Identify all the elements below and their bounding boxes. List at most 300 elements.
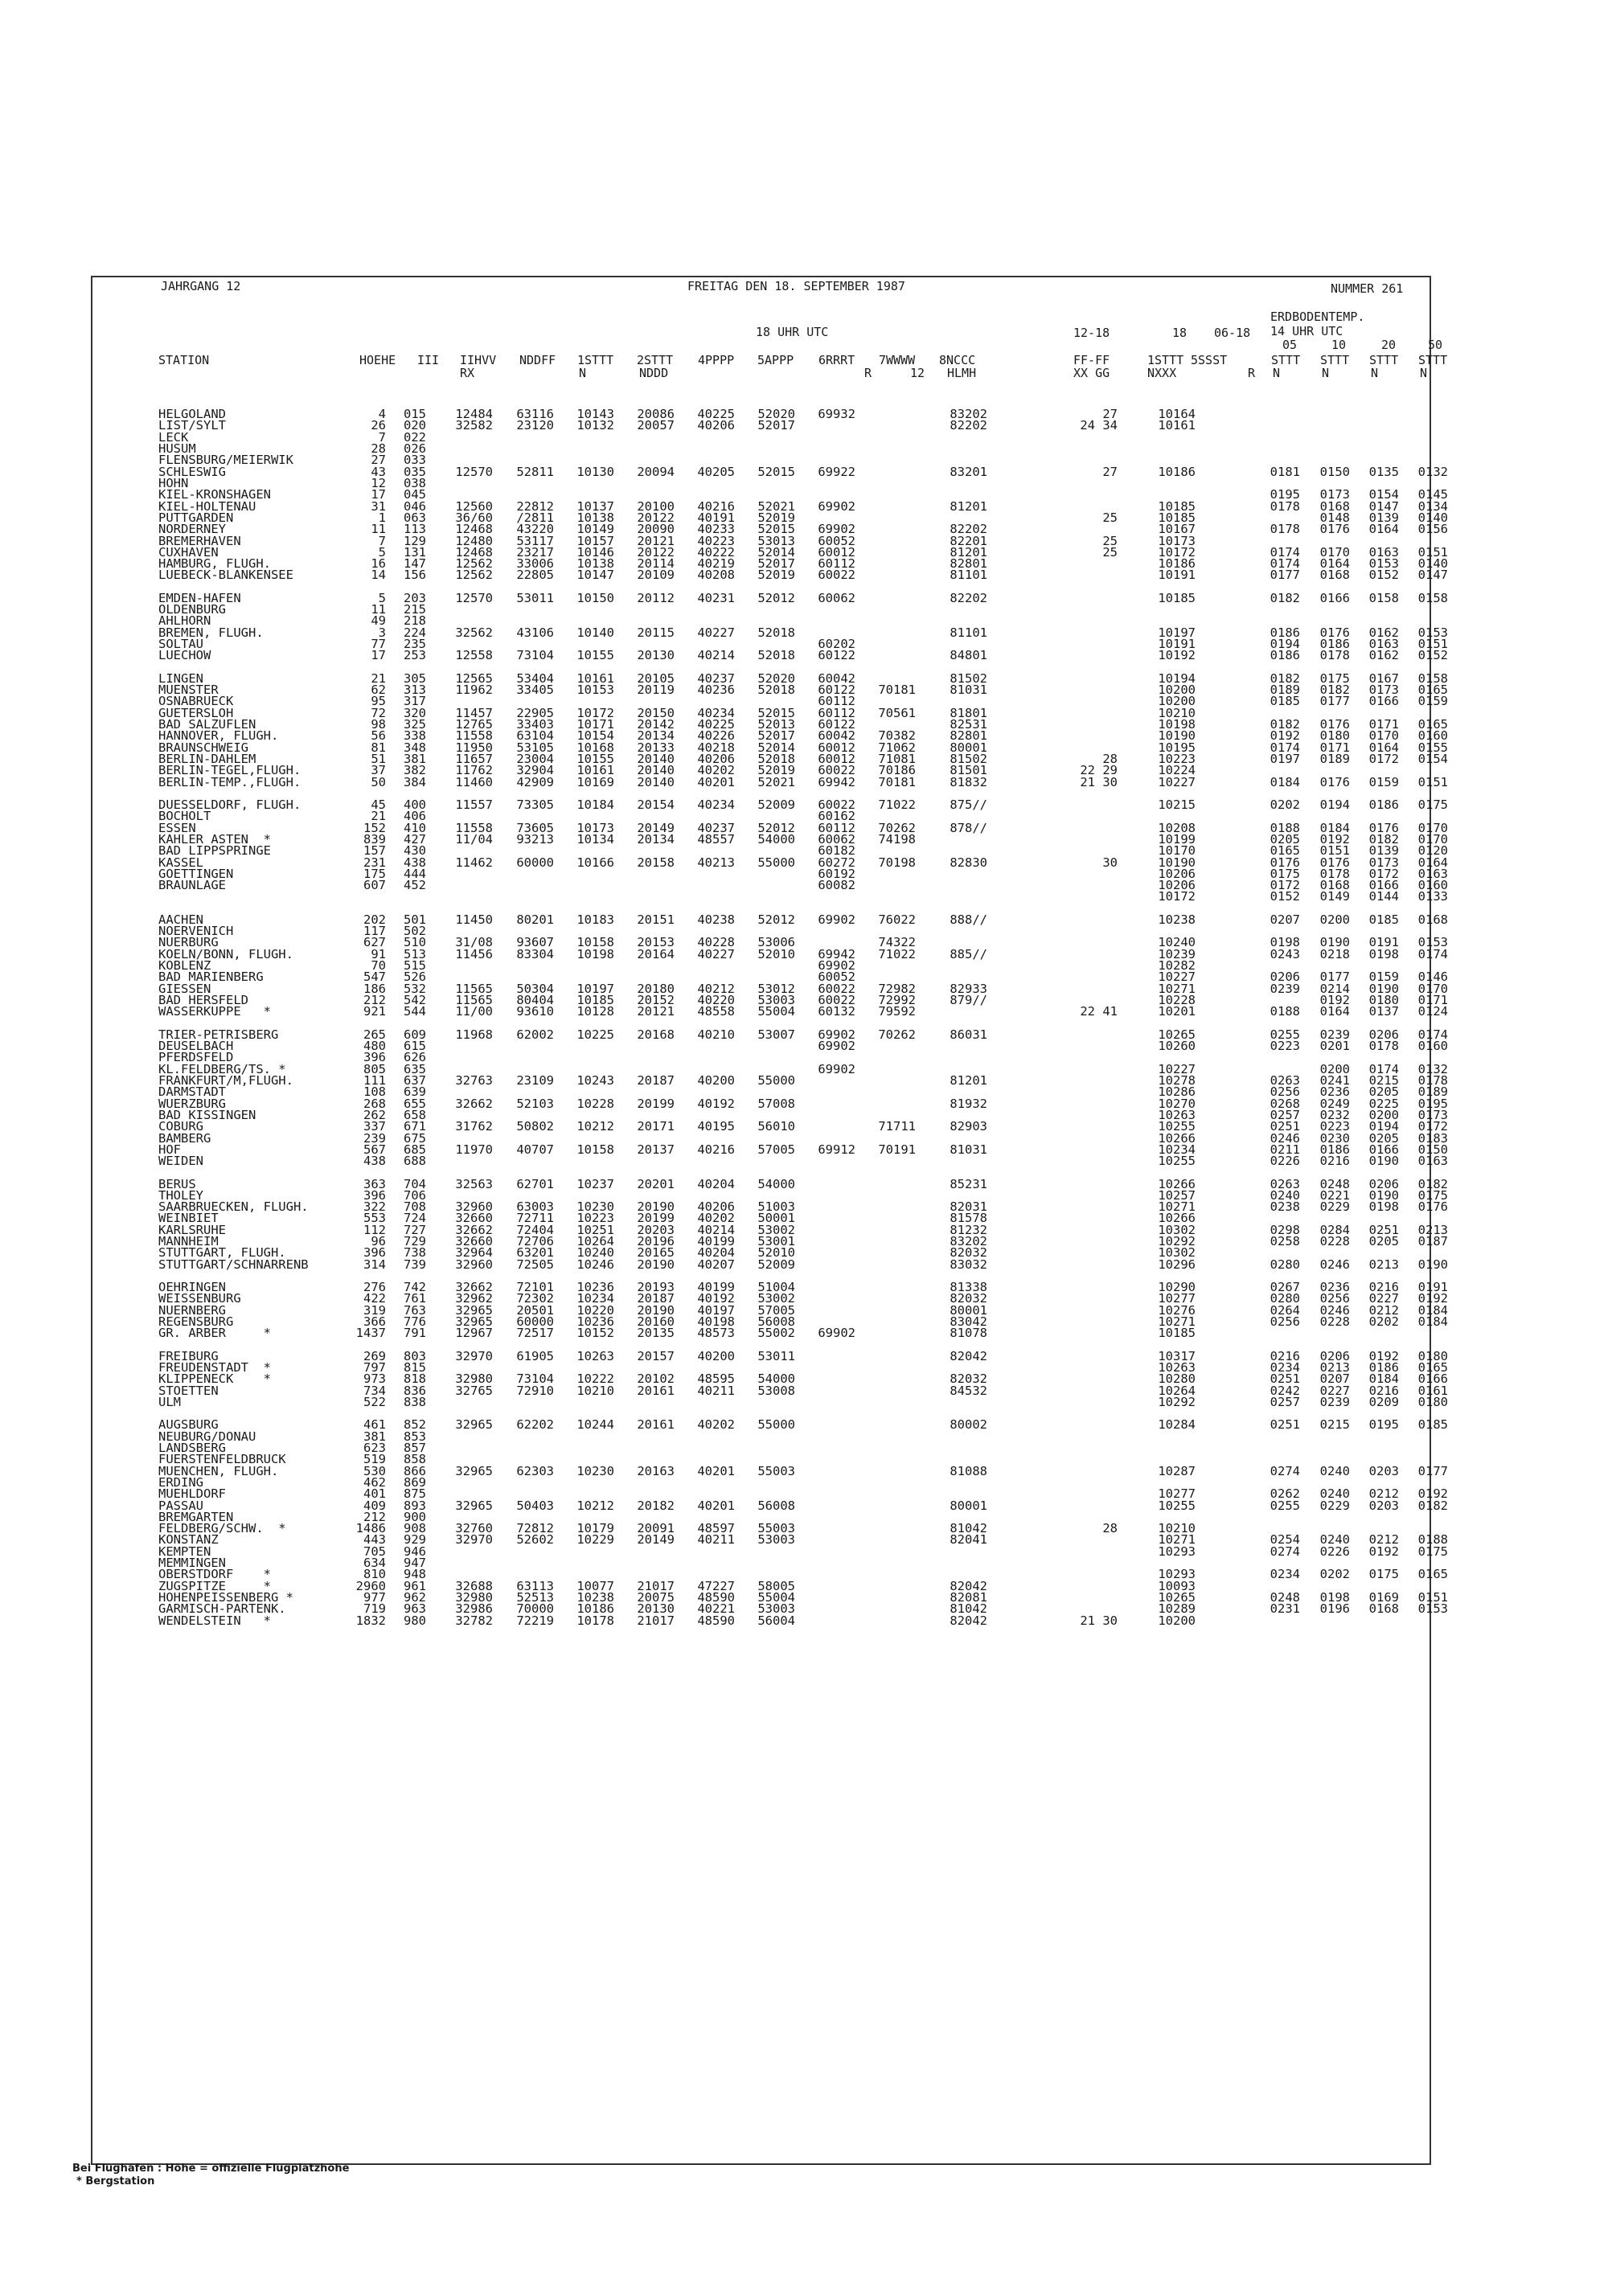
table-cell: 53117 bbox=[516, 533, 554, 548]
table-cell: 20149 bbox=[637, 820, 675, 835]
table-cell: 0192 bbox=[1417, 1486, 1448, 1502]
table-cell: 724 bbox=[404, 1211, 426, 1226]
table-cell: 20165 bbox=[637, 1245, 675, 1261]
table-cell: 11968 bbox=[455, 1027, 493, 1042]
table-cell: 10208 bbox=[1158, 820, 1196, 835]
table-cell: 0139 bbox=[1368, 843, 1399, 859]
table-cell: 727 bbox=[404, 1222, 426, 1237]
station-name: FRANKFURT/M,FLUGH. bbox=[158, 1072, 293, 1088]
table-cell: 0225 bbox=[1368, 1096, 1399, 1111]
table-cell: 0186 bbox=[1319, 637, 1350, 652]
table-cell: 10244 bbox=[576, 1417, 614, 1433]
table-cell: 31 bbox=[371, 498, 386, 514]
table-cell: 40227 bbox=[697, 625, 735, 640]
table-cell: 10263 bbox=[576, 1348, 614, 1363]
table-cell: 53012 bbox=[757, 981, 795, 996]
table-cell: 53404 bbox=[516, 670, 554, 686]
table-cell: 705 bbox=[363, 1544, 386, 1559]
table-cell: 40227 bbox=[697, 946, 735, 961]
table-cell: 0189 bbox=[1417, 1084, 1448, 1100]
table-cell: 40219 bbox=[697, 556, 735, 572]
table-cell: 81031 bbox=[950, 683, 987, 698]
table-cell: 410 bbox=[404, 820, 426, 835]
table-cell: 40212 bbox=[697, 981, 735, 996]
table-cell: 10236 bbox=[576, 1280, 614, 1295]
table-cell: 0194 bbox=[1368, 1119, 1399, 1134]
table-cell: 60122 bbox=[818, 717, 855, 732]
table-cell: 33405 bbox=[516, 683, 554, 698]
table-cell: 40211 bbox=[697, 1383, 735, 1398]
table-cell: 0185 bbox=[1417, 1417, 1448, 1433]
table-cell: 438 bbox=[363, 1154, 386, 1169]
table-cell: 10264 bbox=[576, 1234, 614, 1249]
table-cell: 20190 bbox=[637, 1199, 675, 1215]
col-iihvv-sub: RX bbox=[460, 366, 475, 380]
table-cell: 0170 bbox=[1368, 728, 1399, 744]
table-cell: 11/00 bbox=[455, 1004, 493, 1019]
table-cell: 156 bbox=[404, 568, 426, 583]
table-cell: 55004 bbox=[757, 1004, 795, 1019]
table-cell: 72982 bbox=[878, 981, 916, 996]
table-cell: 83042 bbox=[950, 1314, 987, 1330]
table-cell: 0163 bbox=[1417, 866, 1448, 881]
table-cell: 0153 bbox=[1417, 1601, 1448, 1617]
station-name: MUENCHEN, FLUGH. bbox=[158, 1463, 279, 1478]
table-cell: 10206 bbox=[1158, 866, 1196, 881]
table-cell: 836 bbox=[404, 1383, 426, 1398]
table-cell: 60022 bbox=[818, 981, 855, 996]
col-stt-10-sub: N bbox=[1322, 366, 1330, 380]
table-cell: 0274 bbox=[1270, 1463, 1300, 1478]
table-cell: 20140 bbox=[637, 763, 675, 778]
table-cell: 74322 bbox=[878, 935, 916, 950]
table-cell: 20134 bbox=[637, 728, 675, 744]
table-cell: 0166 bbox=[1368, 878, 1399, 893]
table-cell: 0195 bbox=[1417, 1096, 1448, 1111]
table-cell: 401 bbox=[363, 1486, 386, 1502]
table-cell: 553 bbox=[363, 1211, 386, 1226]
table-cell: 0203 bbox=[1368, 1498, 1399, 1513]
station-name: CUXHAVEN bbox=[158, 544, 219, 560]
table-cell: 265 bbox=[363, 1027, 386, 1042]
table-cell: 10228 bbox=[1158, 993, 1196, 1008]
table-cell: 81042 bbox=[950, 1601, 987, 1617]
table-cell: 10191 bbox=[1158, 568, 1196, 583]
table-cell: 0139 bbox=[1368, 510, 1399, 525]
table-cell: 0223 bbox=[1270, 1039, 1300, 1053]
table-cell: 82031 bbox=[950, 1199, 987, 1215]
col-stt-05-sub: N bbox=[1273, 366, 1281, 380]
table-cell: 69902 bbox=[818, 1061, 855, 1076]
table-cell: 685 bbox=[404, 1142, 426, 1157]
table-cell: 0205 bbox=[1368, 1084, 1399, 1100]
table-cell: 0192 bbox=[1319, 831, 1350, 847]
table-cell: 12 bbox=[371, 475, 386, 490]
table-cell: 0174 bbox=[1270, 544, 1300, 560]
table-cell: 963 bbox=[404, 1601, 426, 1617]
table-cell: 70 bbox=[371, 958, 386, 974]
table-cell: 0178 bbox=[1319, 866, 1350, 881]
table-cell: 20171 bbox=[637, 1119, 675, 1134]
table-cell: 43 bbox=[371, 464, 386, 479]
table-cell: 11950 bbox=[455, 740, 493, 755]
table-cell: 10229 bbox=[576, 1532, 614, 1548]
table-cell: 776 bbox=[404, 1314, 426, 1330]
period-12-18: 12-18 bbox=[1073, 326, 1110, 340]
table-cell: 10246 bbox=[576, 1257, 614, 1272]
table-cell: 0198 bbox=[1319, 1590, 1350, 1605]
station-name: ERDING bbox=[158, 1474, 203, 1490]
table-cell: 16 bbox=[371, 556, 386, 572]
table-cell: 10138 bbox=[576, 510, 614, 525]
table-cell: 60022 bbox=[818, 568, 855, 583]
table-cell: 20057 bbox=[637, 418, 675, 433]
table-cell: 20161 bbox=[637, 1383, 675, 1398]
station-name: KEMPTEN bbox=[158, 1544, 211, 1559]
table-cell: 0182 bbox=[1368, 831, 1399, 847]
table-cell: 82801 bbox=[950, 728, 987, 744]
col-nddff: NDDFF bbox=[519, 353, 556, 367]
table-cell: 42909 bbox=[516, 774, 554, 789]
table-cell: 10230 bbox=[576, 1463, 614, 1478]
table-cell: 526 bbox=[404, 970, 426, 985]
table-cell: 80001 bbox=[950, 1302, 987, 1318]
table-cell: 0213 bbox=[1319, 1360, 1350, 1375]
table-cell: 62701 bbox=[516, 1176, 554, 1191]
table-cell: 045 bbox=[404, 487, 426, 502]
table-cell: 11762 bbox=[455, 763, 493, 778]
table-cell: 53008 bbox=[757, 1383, 795, 1398]
station-name: ESSEN bbox=[158, 820, 196, 835]
table-cell: 0175 bbox=[1319, 670, 1350, 686]
table-cell: 56008 bbox=[757, 1314, 795, 1330]
table-cell: 0192 bbox=[1368, 1544, 1399, 1559]
table-cell: 522 bbox=[363, 1394, 386, 1409]
station-name: KOELN/BONN, FLUGH. bbox=[158, 946, 293, 961]
table-cell: 10271 bbox=[1158, 1314, 1196, 1330]
table-cell: 0214 bbox=[1319, 981, 1350, 996]
table-cell: 878// bbox=[950, 820, 987, 835]
table-cell: 52513 bbox=[516, 1590, 554, 1605]
table-cell: 82041 bbox=[950, 1532, 987, 1548]
table-cell: 10278 bbox=[1158, 1072, 1196, 1088]
table-cell: 063 bbox=[404, 510, 426, 525]
table-cell: 56010 bbox=[757, 1119, 795, 1134]
table-cell: 0194 bbox=[1319, 797, 1350, 812]
table-cell: 675 bbox=[404, 1130, 426, 1146]
footnote-airports: Bei Flughäfen : Höhe = offizielle Flugplatzhöhe bbox=[72, 2163, 350, 2175]
table-cell: 0165 bbox=[1270, 843, 1300, 859]
table-cell: 63104 bbox=[516, 728, 554, 744]
table-cell: 40236 bbox=[697, 683, 735, 698]
table-cell: 81088 bbox=[950, 1463, 987, 1478]
table-cell: 52019 bbox=[757, 510, 795, 525]
table-cell: 40233 bbox=[697, 522, 735, 537]
table-cell: 70181 bbox=[878, 774, 916, 789]
table-cell: 0207 bbox=[1319, 1371, 1350, 1387]
table-cell: 0223 bbox=[1319, 1119, 1350, 1134]
table-cell: 0186 bbox=[1368, 797, 1399, 812]
table-cell: 40216 bbox=[697, 498, 735, 514]
table-cell: 443 bbox=[363, 1532, 386, 1548]
table-cell: 10234 bbox=[1158, 1142, 1196, 1157]
table-cell: 0137 bbox=[1368, 1004, 1399, 1019]
table-cell: 20154 bbox=[637, 797, 675, 812]
table-cell: 62202 bbox=[516, 1417, 554, 1433]
table-cell: 0172 bbox=[1417, 1119, 1448, 1134]
table-cell: 0160 bbox=[1417, 878, 1448, 893]
table-cell: 0148 bbox=[1319, 510, 1350, 525]
table-cell: 0202 bbox=[1319, 1567, 1350, 1582]
table-cell: 0213 bbox=[1368, 1257, 1399, 1272]
table-cell: 84801 bbox=[950, 648, 987, 663]
table-cell: 0249 bbox=[1319, 1096, 1350, 1111]
table-cell: 73104 bbox=[516, 1371, 554, 1387]
table-cell: 83032 bbox=[950, 1257, 987, 1272]
table-cell: 11/04 bbox=[455, 831, 493, 847]
table-cell: 60112 bbox=[818, 556, 855, 572]
table-cell: 12967 bbox=[455, 1326, 493, 1341]
table-cell: 10093 bbox=[1158, 1578, 1196, 1593]
table-cell: 10186 bbox=[1158, 556, 1196, 572]
table-cell: 0184 bbox=[1270, 774, 1300, 789]
table-cell: 40237 bbox=[697, 670, 735, 686]
table-cell: 10200 bbox=[1158, 694, 1196, 709]
table-cell: 0184 bbox=[1417, 1314, 1448, 1330]
table-cell: 50802 bbox=[516, 1119, 554, 1134]
table-cell: 14 bbox=[371, 568, 386, 583]
station-name: BERUS bbox=[158, 1176, 196, 1191]
table-cell: 0177 bbox=[1417, 1463, 1448, 1478]
table-cell: 0151 bbox=[1417, 637, 1448, 652]
station-name: AHLHORN bbox=[158, 613, 211, 629]
table-cell: 40191 bbox=[697, 510, 735, 525]
table-cell: 519 bbox=[363, 1452, 386, 1467]
table-cell: 10178 bbox=[576, 1613, 614, 1628]
station-name: LECK bbox=[158, 429, 189, 445]
table-cell: 10161 bbox=[1158, 418, 1196, 433]
table-cell: 40214 bbox=[697, 648, 735, 663]
station-name: TRIER-PETRISBERG bbox=[158, 1027, 279, 1042]
table-cell: 27 bbox=[1102, 407, 1118, 421]
table-cell: 57005 bbox=[757, 1142, 795, 1157]
table-cell: 0172 bbox=[1368, 866, 1399, 881]
table-cell: 32965 bbox=[455, 1498, 493, 1513]
station-name: GR. ARBER * bbox=[158, 1326, 271, 1341]
table-cell: 83202 bbox=[950, 1234, 987, 1249]
table-cell: 929 bbox=[404, 1532, 426, 1548]
table-cell: 10251 bbox=[576, 1222, 614, 1237]
table-cell: 0200 bbox=[1319, 1061, 1350, 1076]
table-cell: 231 bbox=[363, 855, 386, 870]
table-cell: 818 bbox=[404, 1371, 426, 1387]
table-cell: 0135 bbox=[1368, 464, 1399, 479]
table-cell: 20122 bbox=[637, 544, 675, 560]
table-cell: 0164 bbox=[1319, 1004, 1350, 1019]
table-cell: 0164 bbox=[1368, 522, 1399, 537]
table-cell: 0175 bbox=[1417, 797, 1448, 812]
table-cell: 40201 bbox=[697, 1463, 735, 1478]
table-cell: 20094 bbox=[637, 464, 675, 479]
table-cell: 69902 bbox=[818, 498, 855, 514]
station-name: BREMERHAVEN bbox=[158, 533, 241, 548]
table-cell: 0134 bbox=[1417, 498, 1448, 514]
table-cell: 40238 bbox=[697, 912, 735, 927]
table-cell: 20158 bbox=[637, 855, 675, 870]
table-cell: 542 bbox=[404, 993, 426, 1008]
station-name: AACHEN bbox=[158, 912, 203, 927]
table-cell: 10185 bbox=[1158, 590, 1196, 605]
table-cell: 55003 bbox=[757, 1521, 795, 1536]
table-cell: 0140 bbox=[1417, 510, 1448, 525]
table-cell: 40202 bbox=[697, 1417, 735, 1433]
table-cell: 0216 bbox=[1368, 1383, 1399, 1398]
table-cell: 0248 bbox=[1319, 1176, 1350, 1191]
table-cell: 81932 bbox=[950, 1096, 987, 1111]
table-cell: 0234 bbox=[1270, 1360, 1300, 1375]
soil-depth-20: 20 bbox=[1381, 338, 1397, 352]
table-cell: 56008 bbox=[757, 1498, 795, 1513]
table-cell: 10185 bbox=[576, 993, 614, 1008]
table-cell: 0201 bbox=[1319, 1039, 1350, 1053]
station-name: PFERDSFELD bbox=[158, 1050, 234, 1065]
table-cell: 10179 bbox=[576, 1521, 614, 1536]
table-cell: 0158 bbox=[1417, 590, 1448, 605]
col-ff-sub: XX GG bbox=[1073, 366, 1110, 380]
table-cell: 10228 bbox=[576, 1096, 614, 1111]
table-cell: 40206 bbox=[697, 751, 735, 766]
table-cell: 53001 bbox=[757, 1234, 795, 1249]
table-cell: 20121 bbox=[637, 1004, 675, 1019]
table-cell: 0181 bbox=[1270, 464, 1300, 479]
table-cell: 0151 bbox=[1417, 774, 1448, 789]
table-cell: 51 bbox=[371, 751, 386, 766]
table-cell: 337 bbox=[363, 1119, 386, 1134]
table-cell: 0183 bbox=[1417, 1130, 1448, 1146]
table-cell: 21 bbox=[371, 670, 386, 686]
station-name: MEMMINGEN bbox=[158, 1556, 226, 1571]
station-name: HELGOLAND bbox=[158, 407, 226, 421]
table-cell: 879// bbox=[950, 993, 987, 1008]
table-cell: 28 bbox=[1102, 751, 1118, 766]
station-name: NUERNBERG bbox=[158, 1302, 226, 1318]
table-cell: 10210 bbox=[1158, 705, 1196, 720]
table-cell: 0255 bbox=[1270, 1498, 1300, 1513]
table-cell: 60182 bbox=[818, 843, 855, 859]
table-cell: 49 bbox=[371, 613, 386, 629]
table-cell: 80404 bbox=[516, 993, 554, 1008]
table-cell: 0154 bbox=[1368, 487, 1399, 502]
table-cell: 10164 bbox=[1158, 407, 1196, 421]
table-cell: 10146 bbox=[576, 544, 614, 560]
table-cell: 893 bbox=[404, 1498, 426, 1513]
col-iii: III bbox=[417, 353, 440, 367]
table-cell: 60022 bbox=[818, 797, 855, 812]
station-name: KIEL-HOLTENAU bbox=[158, 498, 256, 514]
table-cell: 0155 bbox=[1417, 740, 1448, 755]
table-cell: 40205 bbox=[697, 464, 735, 479]
table-cell: 396 bbox=[363, 1187, 386, 1203]
table-cell: 23217 bbox=[516, 544, 554, 560]
table-cell: 203 bbox=[404, 590, 426, 605]
table-cell: 0254 bbox=[1270, 1532, 1300, 1548]
table-cell: 1832 bbox=[355, 1613, 386, 1628]
table-cell: 10266 bbox=[1158, 1176, 1196, 1191]
table-cell: 0147 bbox=[1368, 498, 1399, 514]
table-cell: 0203 bbox=[1368, 1463, 1399, 1478]
table-cell: 0185 bbox=[1368, 912, 1399, 927]
table-cell: 20105 bbox=[637, 670, 675, 686]
station-name: BERLIN-TEMP.,FLUGH. bbox=[158, 774, 302, 789]
table-cell: 32662 bbox=[455, 1222, 493, 1237]
table-cell: 69932 bbox=[818, 407, 855, 421]
table-cell: 0151 bbox=[1319, 843, 1350, 859]
table-cell: 0145 bbox=[1417, 487, 1448, 502]
table-cell: 444 bbox=[404, 866, 426, 881]
station-name: STOETTEN bbox=[158, 1383, 219, 1398]
table-cell: 0206 bbox=[1319, 1348, 1350, 1363]
table-cell: 0178 bbox=[1319, 648, 1350, 663]
table-cell: 52013 bbox=[757, 717, 795, 732]
table-cell: 60112 bbox=[818, 820, 855, 835]
table-cell: 708 bbox=[404, 1199, 426, 1215]
table-cell: 52018 bbox=[757, 683, 795, 698]
table-cell: 40228 bbox=[697, 935, 735, 950]
table-cell: 10215 bbox=[1158, 797, 1196, 812]
table-cell: 70382 bbox=[878, 728, 916, 744]
table-cell: 10264 bbox=[1158, 1383, 1196, 1398]
table-cell: 320 bbox=[404, 705, 426, 720]
table-cell: 10282 bbox=[1158, 958, 1196, 974]
table-cell: 20164 bbox=[637, 946, 675, 961]
table-cell: 314 bbox=[363, 1257, 386, 1272]
table-cell: 28 bbox=[371, 441, 386, 456]
table-cell: 60062 bbox=[818, 590, 855, 605]
table-cell: 60000 bbox=[516, 1314, 554, 1330]
table-cell: 961 bbox=[404, 1578, 426, 1593]
table-cell: 0298 bbox=[1270, 1222, 1300, 1237]
table-cell: 0186 bbox=[1319, 1142, 1350, 1157]
table-cell: 235 bbox=[404, 637, 426, 652]
table-cell: 81031 bbox=[950, 1142, 987, 1157]
table-cell: 52012 bbox=[757, 590, 795, 605]
table-cell: 37 bbox=[371, 763, 386, 778]
table-cell: 48590 bbox=[697, 1613, 735, 1628]
table-cell: 0176 bbox=[1319, 855, 1350, 870]
table-cell: 55000 bbox=[757, 855, 795, 870]
table-cell: 0206 bbox=[1368, 1176, 1399, 1191]
table-cell: 10260 bbox=[1158, 1039, 1196, 1053]
table-cell: 20161 bbox=[637, 1417, 675, 1433]
table-cell: 63113 bbox=[516, 1578, 554, 1593]
table-cell: 60012 bbox=[818, 751, 855, 766]
col-stt-05: STTT bbox=[1271, 353, 1301, 367]
table-cell: 035 bbox=[404, 464, 426, 479]
table-cell: 40206 bbox=[697, 418, 735, 433]
table-cell: 10296 bbox=[1158, 1257, 1196, 1272]
table-cell: 10240 bbox=[1158, 935, 1196, 950]
station-name: FREIBURG bbox=[158, 1348, 219, 1363]
table-cell: 20112 bbox=[637, 590, 675, 605]
table-cell: 0159 bbox=[1368, 970, 1399, 985]
table-cell: 875// bbox=[950, 797, 987, 812]
table-cell: 0133 bbox=[1417, 889, 1448, 904]
table-cell: 12765 bbox=[455, 717, 493, 732]
table-cell: 40221 bbox=[697, 1601, 735, 1617]
table-cell: 22905 bbox=[516, 705, 554, 720]
table-cell: 10168 bbox=[576, 740, 614, 755]
table-cell: 25 bbox=[1102, 510, 1118, 525]
